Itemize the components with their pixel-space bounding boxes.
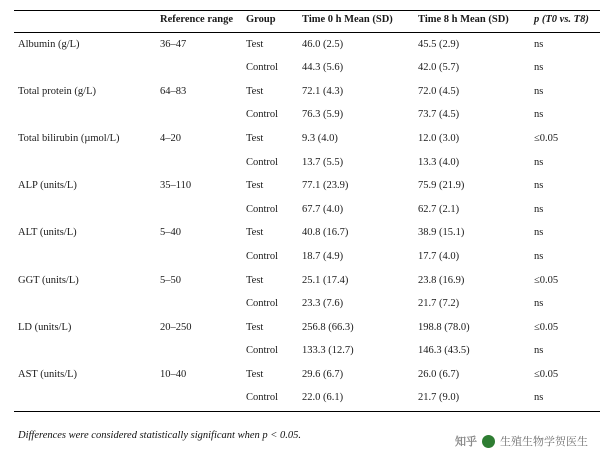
cell-time-0h: 133.3 (12.7): [302, 345, 354, 357]
cell-time-8h: 146.3 (43.5): [418, 345, 470, 357]
cell-analyte: [14, 57, 156, 81]
cell-time-0h: 40.8 (16.7): [302, 227, 349, 239]
column-header-time-8h: Time 8 h Mean (SD): [418, 14, 509, 25]
cell-p-value: ns: [534, 298, 544, 310]
column-header-reference-range: Reference range: [160, 14, 233, 25]
cell-time-0h: 25.1 (17.4): [302, 274, 349, 286]
cell-group: Test: [246, 274, 264, 286]
table-header-row: [14, 11, 600, 33]
cell-p-value: ns: [534, 85, 544, 97]
cell-time-8h: 38.9 (15.1): [418, 227, 465, 239]
cell-group: Test: [246, 85, 264, 97]
cell-p-value: ns: [534, 392, 544, 404]
cell-time-8h: 23.8 (16.9): [418, 274, 465, 286]
cell-time-8h: 21.7 (9.0): [418, 392, 460, 404]
cell-time-8h: 45.5 (2.9): [418, 38, 460, 50]
results-table: [14, 10, 600, 412]
cell-group: Test: [246, 180, 264, 192]
cell-group: Control: [246, 62, 279, 74]
table-row: [14, 127, 600, 151]
cell-reference-range: [156, 245, 242, 269]
table-row: [14, 57, 600, 81]
table-row: [14, 363, 600, 387]
cell-time-8h: 26.0 (6.7): [418, 368, 460, 380]
cell-reference-range: [156, 151, 242, 175]
cell-analyte: LD (units/L): [18, 321, 72, 333]
cell-p-value: ≤0.05: [534, 274, 559, 286]
cell-time-8h: 75.9 (21.9): [418, 180, 465, 192]
cell-time-0h: 13.7 (5.5): [302, 156, 344, 168]
avatar-icon: [482, 435, 495, 448]
cell-time-0h: 256.8 (66.3): [302, 321, 354, 333]
cell-p-value: ns: [534, 250, 544, 262]
cell-time-0h: 44.3 (5.6): [302, 62, 344, 74]
table-row: [14, 175, 600, 199]
column-header-time-0h: Time 0 h Mean (SD): [302, 14, 393, 25]
cell-time-0h: 46.0 (2.5): [302, 38, 344, 50]
table-row: [14, 104, 600, 128]
table-row: [14, 269, 600, 293]
table-row: [14, 245, 600, 269]
cell-analyte: [14, 245, 156, 269]
cell-p-value: ns: [534, 156, 544, 168]
table-row: [14, 387, 600, 411]
cell-time-0h: 77.1 (23.9): [302, 180, 349, 192]
cell-time-8h: 12.0 (3.0): [418, 132, 460, 144]
cell-reference-range: 5–40: [160, 227, 181, 239]
cell-reference-range: 20–250: [160, 321, 192, 333]
cell-p-value: ≤0.05: [534, 321, 559, 333]
cell-analyte: [14, 198, 156, 222]
watermark-username: 生殖生物学贺医生: [500, 436, 588, 448]
cell-group: Test: [246, 227, 264, 239]
cell-group: Test: [246, 368, 264, 380]
cell-reference-range: 10–40: [160, 368, 187, 380]
cell-reference-range: 36–47: [160, 38, 187, 50]
cell-analyte: GGT (units/L): [18, 274, 79, 286]
cell-p-value: ns: [534, 180, 544, 192]
cell-time-8h: 21.7 (7.2): [418, 298, 460, 310]
cell-time-0h: 29.6 (6.7): [302, 368, 344, 380]
cell-reference-range: 64–83: [160, 85, 187, 97]
column-header-group: Group: [246, 14, 276, 25]
cell-analyte: [14, 151, 156, 175]
cell-time-8h: 72.0 (4.5): [418, 85, 460, 97]
table-row: [14, 222, 600, 246]
cell-p-value: ns: [534, 38, 544, 50]
cell-time-8h: 42.0 (5.7): [418, 62, 460, 74]
cell-p-value: ns: [534, 62, 544, 74]
cell-p-value: ns: [534, 345, 544, 357]
cell-reference-range: [156, 340, 242, 364]
cell-p-value: ≤0.05: [534, 132, 559, 144]
table-header: [14, 11, 600, 33]
cell-group: Test: [246, 38, 264, 50]
table-row: [14, 198, 600, 222]
table-row: [14, 340, 600, 364]
cell-analyte: AST (units/L): [18, 368, 78, 380]
cell-group: Test: [246, 321, 264, 333]
cell-p-value: ns: [534, 227, 544, 239]
cell-reference-range: [156, 57, 242, 81]
cell-reference-range: [156, 104, 242, 128]
cell-p-value: ns: [534, 203, 544, 215]
cell-time-0h: 18.7 (4.9): [302, 250, 344, 262]
cell-group: Control: [246, 345, 279, 357]
cell-group: Control: [246, 250, 279, 262]
cell-analyte: ALT (units/L): [18, 227, 77, 239]
table-footnote: Differences were considered statistically significant when p < 0.05.: [18, 430, 301, 441]
watermark: [455, 433, 588, 449]
cell-analyte: ALP (units/L): [18, 180, 77, 192]
cell-time-8h: 17.7 (4.0): [418, 250, 460, 262]
cell-analyte: [14, 293, 156, 317]
zhihu-logo-icon: 知乎: [455, 436, 477, 448]
cell-reference-range: [156, 198, 242, 222]
cell-analyte: Total bilirubin (µmol/L): [18, 132, 120, 144]
cell-analyte: Albumin (g/L): [18, 38, 80, 50]
cell-time-0h: 72.1 (4.3): [302, 85, 344, 97]
cell-analyte: [14, 340, 156, 364]
cell-time-8h: 62.7 (2.1): [418, 203, 460, 215]
cell-time-8h: 73.7 (4.5): [418, 109, 460, 121]
cell-reference-range: 35–110: [160, 180, 192, 192]
table-body: [14, 33, 600, 412]
cell-reference-range: 4–20: [160, 132, 181, 144]
cell-analyte: Total protein (g/L): [18, 85, 96, 97]
table-row: [14, 33, 600, 57]
cell-analyte: [14, 387, 156, 411]
table-row: [14, 316, 600, 340]
cell-reference-range: 5–50: [160, 274, 181, 286]
cell-time-0h: 67.7 (4.0): [302, 203, 344, 215]
cell-p-value: ≤0.05: [534, 368, 559, 380]
cell-group: Control: [246, 392, 279, 404]
cell-group: Control: [246, 203, 279, 215]
cell-p-value: ns: [534, 109, 544, 121]
cell-group: Control: [246, 156, 279, 168]
cell-group: Control: [246, 109, 279, 121]
cell-time-0h: 23.3 (7.6): [302, 298, 344, 310]
table-row: [14, 80, 600, 104]
cell-time-8h: 13.3 (4.0): [418, 156, 460, 168]
cell-group: Test: [246, 132, 264, 144]
cell-reference-range: [156, 387, 242, 411]
cell-time-0h: 22.0 (6.1): [302, 392, 344, 404]
cell-time-0h: 9.3 (4.0): [302, 132, 338, 144]
column-header-analyte: [14, 11, 156, 33]
cell-time-0h: 76.3 (5.9): [302, 109, 344, 121]
column-header-p-value: p (T0 vs. T8): [534, 14, 589, 25]
cell-analyte: [14, 104, 156, 128]
table-row: [14, 293, 600, 317]
table-row: [14, 151, 600, 175]
cell-time-8h: 198.8 (78.0): [418, 321, 470, 333]
cell-reference-range: [156, 293, 242, 317]
cell-group: Control: [246, 298, 279, 310]
